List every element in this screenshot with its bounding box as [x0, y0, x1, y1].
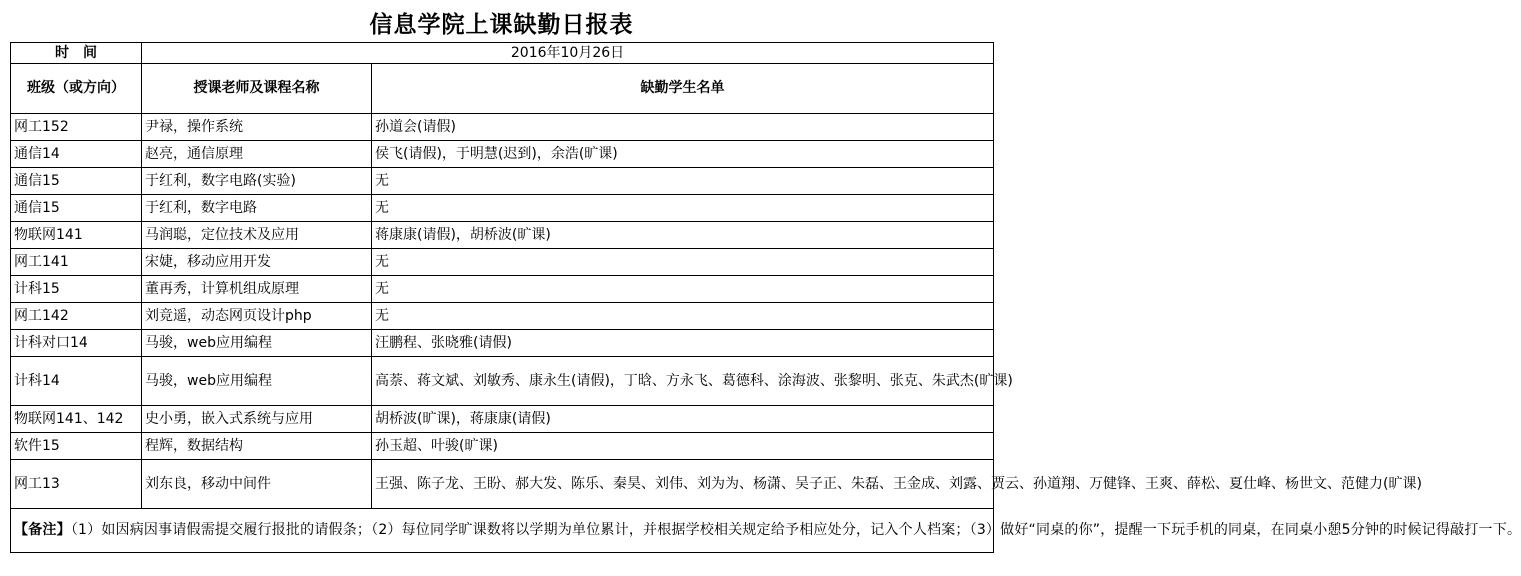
report-date: 2016年10月26日: [142, 43, 994, 64]
teacher-course-cell: 宋婕，移动应用开发: [142, 249, 372, 276]
table-row: [11, 195, 994, 222]
teacher-course-cell: 于红利，数字电路: [142, 195, 372, 222]
note-label: 【备注】: [14, 522, 71, 538]
report-title: 信息学院上课缺勤日报表: [369, 11, 634, 38]
table-row: [11, 249, 994, 276]
table-row: [11, 114, 994, 141]
time-row: [11, 43, 994, 64]
absent-cell: 无: [372, 195, 994, 222]
teacher-course-cell: 赵亮，通信原理: [142, 141, 372, 168]
class-cell: 网工152: [11, 114, 142, 141]
absent-cell: 无: [372, 168, 994, 195]
table-row: [11, 168, 994, 195]
absent-cell: 孙玉超、叶骏(旷课): [372, 433, 994, 460]
class-cell: 网工142: [11, 303, 142, 330]
teacher-course-cell: 董再秀，计算机组成原理: [142, 276, 372, 303]
class-cell: 软件15: [11, 433, 142, 460]
class-cell: 计科15: [11, 276, 142, 303]
table-row: [11, 330, 994, 357]
absent-cell: 侯飞(请假)，于明慧(迟到)，余浩(旷课): [372, 141, 994, 168]
class-cell: 通信15: [11, 168, 142, 195]
header-class: 班级（或方向）: [11, 64, 142, 114]
teacher-course-cell: 马骏，web应用编程: [142, 330, 372, 357]
class-cell: 通信15: [11, 195, 142, 222]
class-cell: 通信14: [11, 141, 142, 168]
absent-cell: 无: [372, 276, 994, 303]
table-row: [11, 141, 994, 168]
table-row: [11, 460, 994, 509]
header-row: [11, 64, 994, 114]
teacher-course-cell: 程辉，数据结构: [142, 433, 372, 460]
header-teacher-course: 授课老师及课程名称: [142, 64, 372, 114]
class-cell: 网工141: [11, 249, 142, 276]
teacher-course-cell: 马润聪，定位技术及应用: [142, 222, 372, 249]
teacher-course-cell: 马骏，web应用编程: [142, 357, 372, 406]
absent-cell: 无: [372, 303, 994, 330]
absent-cell: 王强、陈子龙、王盼、郝大发、陈乐、秦昊、刘伟、刘为为、杨潇、吴子正、朱磊、王金成、刘露、贾云、孙道翔、万健锋、王爽、薛松、夏仕峰、杨世文、范健力(旷课): [372, 460, 994, 509]
absent-cell: 高萘、蒋文斌、刘敏秀、康永生(请假)，丁晗、方永飞、葛德科、涂海波、张黎明、张克、朱武杰(旷课): [372, 357, 994, 406]
class-cell: 计科对口14: [11, 330, 142, 357]
absent-cell: 蒋康康(请假)，胡桥波(旷课): [372, 222, 994, 249]
note-row: [11, 509, 994, 553]
table-row: [11, 276, 994, 303]
table-row: [11, 357, 994, 406]
teacher-course-cell: 刘东良，移动中间件: [142, 460, 372, 509]
absence-report-table: [10, 42, 1521, 553]
teacher-course-cell: 于红利，数字电路(实验): [142, 168, 372, 195]
absent-cell: 孙道会(请假): [372, 114, 994, 141]
table-row: [11, 303, 994, 330]
class-cell: 计科14: [11, 357, 142, 406]
teacher-course-cell: 史小勇，嵌入式系统与应用: [142, 406, 372, 433]
teacher-course-cell: 刘竞遥，动态网页设计php: [142, 303, 372, 330]
table-row: [11, 406, 994, 433]
teacher-course-cell: 尹禄，操作系统: [142, 114, 372, 141]
table-row: [11, 222, 994, 249]
class-cell: 物联网141: [11, 222, 142, 249]
table-row: [11, 433, 994, 460]
class-cell: 物联网141、142: [11, 406, 142, 433]
note-text: （1）如因病因事请假需提交履行报批的请假条；（2）每位同学旷课数将以学期为单位累计，并根据学校相关规定给予相应处分，记入个人档案；（3）做好“同桌的你”，提醒一下玩手机的同桌，在同桌小憩5分钟的时候记得敲打一下。: [70, 522, 1521, 538]
note-cell: [11, 509, 1521, 553]
absent-cell: 汪鹏程、张晓雅(请假): [372, 330, 994, 357]
class-cell: 网工13: [11, 460, 142, 509]
header-absent: 缺勤学生名单: [372, 64, 994, 114]
time-label: 时 间: [11, 43, 142, 64]
absent-cell: 胡桥波(旷课)，蒋康康(请假): [372, 406, 994, 433]
absent-cell: 无: [372, 249, 994, 276]
